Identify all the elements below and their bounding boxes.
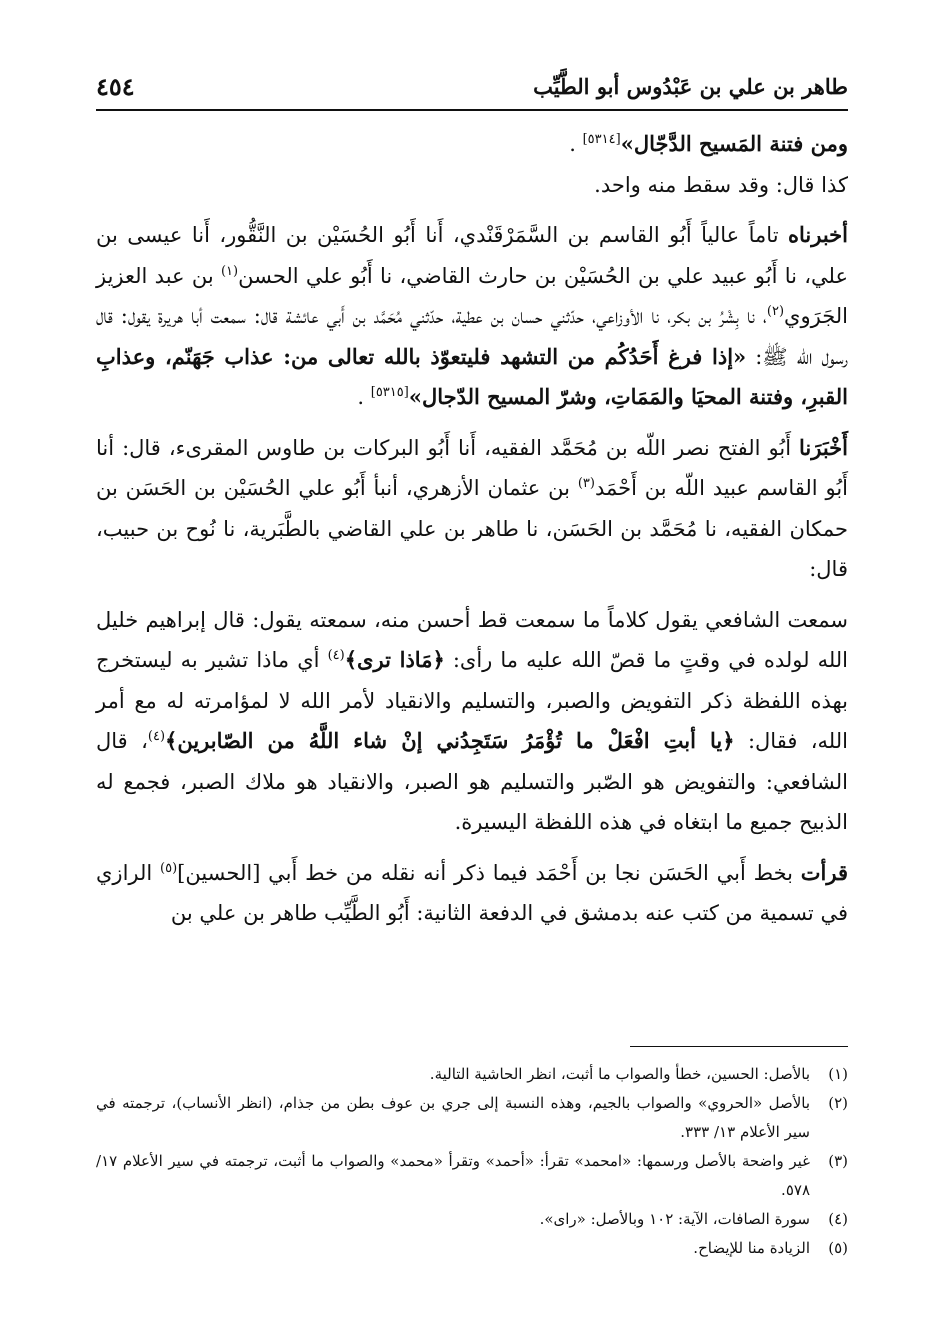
footnote-text: الزيادة منا للإيضاح.: [693, 1239, 810, 1257]
footnote-marker: (٣): [577, 476, 595, 491]
footnote: [96, 1060, 848, 1089]
footnote-text: غير واضحة بالأصل ورسمها: «امحمد» تقرأ: «أحمد» وتقرأ «محمد» والصواب ما أثبت، ترجمته في سير الأعلام ١٧/ ٥٧٨.: [96, 1152, 810, 1199]
paragraph-3: أخبرناه تاماً عالياً أَبُو القاسم بن السَّمَرْقَنْدي، أَنا أَبُو الحُسَيْن بن النَّقُّور، أَنا عيسى بن علي، نا أَبُو عبيد علي بن الحُسَيْن بن حارث القاضي، نا أَبُو علي الحسن$^{(١)}$ بن عبد العزيز الجَرَوي$^{(٢)}$، نا بِشْرُ بن بكر، نا الأوزاعي، حدّثني حسان بن عطية، حدّثني مُحَمَّد بن أَبي عائشة قال: سمعت أبا هريرة يقول: قال رسول الله ﷺ: «إذا فرغ أَحَدُكُم من التشهد فليتعوّذ بالله تعالى من: عذاب جَهَنّم، وعذابِ القبرِ، وفتنة المحيَا والمَمَاتِ، وشرّ المسيح الدّجال»[٥٣١٥] .: [96, 222, 849, 409]
header-rule: [96, 109, 848, 111]
quran-quote: ﴿مَاذا ترى﴾: [344, 647, 445, 672]
footnote: [96, 1205, 848, 1234]
footnote: [96, 1147, 848, 1205]
paragraph-5: سمعت الشافعي يقول كلاماً ما سمعت قط أحسن منه، سمعته يقول: قال إبراهيم خليل الله لولده في وقتٍ ما قصّ الله عليه ما رأى: ﴿مَاذا ترى﴾$^{(٤)}$ أي ماذا تشير به ليستخرج بهذه اللفظة ذكر التفويض والصبر، والتسليم والانقياد لأمر الله لا لمؤامرته له مع أمر الله، فقال: ﴿يا أبتِ افْعَلْ ما تُؤْمَرُ سَتَجِدُني إنْ شاء اللَّهُ من الصّابرين﴾$^{(٤)}$، قال الشافعي: والتفويض هو الصّبر والتسليم هو الصبر، والانقياد هو ملاك الصبر، فجمع له الذبيح جميع ما ابتغاه في هذه اللفظة اليسيرة.: [96, 607, 849, 834]
footnote-marker: (٢): [766, 304, 785, 319]
footnote-text: بالأصل: الحسين، خطأ والصواب ما أثبت، انظر الحاشية التالية.: [429, 1065, 810, 1083]
footnote-marker: (٥): [160, 860, 178, 876]
footnotes-rule: [630, 1046, 848, 1047]
footnote-number: (٢): [828, 1094, 848, 1112]
footnotes: [96, 1060, 848, 1263]
reference-number: [٥٣١٥]: [370, 385, 409, 400]
footnote: [96, 1234, 848, 1263]
page-number: ٤٥٤: [96, 71, 135, 101]
footnote-number: (٥): [828, 1239, 848, 1257]
main-text: [96, 124, 848, 934]
footnote-number: (٤): [828, 1210, 848, 1228]
footnote-number: (١): [828, 1065, 848, 1083]
isnad-lead-word: أخبرناه: [788, 222, 848, 247]
reference-number: [٥٣١٤]: [582, 132, 621, 147]
footnote-marker: (١): [220, 263, 239, 279]
paragraph-4: أَخْبَرَنا أَبُو الفتح نصر اللّه بن مُحَمَّد الفقيه، أَنا أَبُو البركات بن طاوس المقرىء، قال: أنا أَبُو القاسم عبيد اللّه بن أَحْمَد$^{(٣)}$ بن عثمان الأزهري، أنبأ أَبُو علي الحُسَيْن بن الحَسَن بن حمكان الفقيه، نا مُحَمَّد بن الحَسَن، نا طاهر بن علي القاضي بالطَّبَرية، نا نُوح بن حبيب، قال:: [96, 434, 848, 581]
quran-quote: ﴿يا أبتِ افْعَلْ ما تُؤْمَرُ سَتَجِدُني إنْ شاء اللَّهُ من الصّابرين﴾: [165, 728, 735, 753]
isnad-lead-word: قرأت: [800, 859, 848, 885]
paragraph-2: كذا قال: وقد سقط منه واحد.: [594, 172, 848, 197]
footnote: [96, 1089, 848, 1147]
running-title: طاهر بن علي بن عَبْدُوس أبو الطَّيِّب: [533, 73, 848, 99]
paragraph-1: ومن فتنة المَسيح الدَّجّال»[٥٣١٤] .: [569, 131, 848, 156]
footnote-number: (٣): [828, 1152, 848, 1170]
hadith-quote: «إذا فرغ أَحَدُكُم من التشهد فليتعوّذ بالله تعالى من: عذاب جَهَنّم، وعذابِ القبرِ، وفتنة المحيَا والمَمَاتِ، وشرّ المسيح الدّجال»: [96, 343, 848, 409]
book-page: [96, 0, 848, 1336]
footnote-marker: (٤): [147, 729, 166, 744]
footnote-text: بالأصل «الحروي» والصواب بالجيم، وهذه النسبة إلى جري بن عوف بطن من جذام، (انظر الأنساب)، ترجمته في سير الأعلام ١٣/ ٣٣٣.: [96, 1094, 810, 1141]
footnote-text: سورة الصافات، الآية: ١٠٢ وبالأصل: «راى».: [539, 1210, 810, 1228]
isnad-lead-word: أَخْبَرَنا: [799, 434, 848, 460]
footnote-marker: (٤): [327, 648, 345, 663]
running-header: [96, 66, 848, 106]
paragraph-6: قرأت بخط أَبي الحَسَن نجا بن أَحْمَد فيما ذكر أنه نقله من خط أَبي [الحسين]$^{(٥)}$ الرازي في تسمية من كتب عنه بدمشق في الدفعة الثانية: أَبُو الطَّيِّب طاهر بن علي بن: [96, 859, 848, 925]
